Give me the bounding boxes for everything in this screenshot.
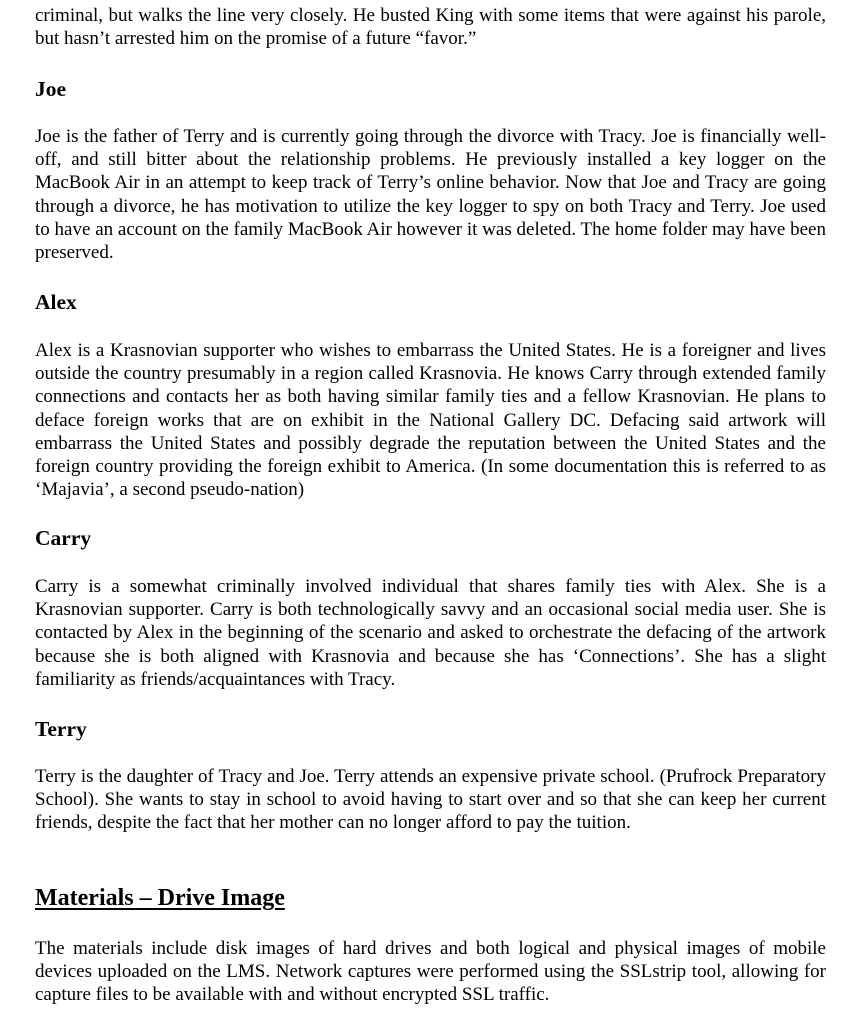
terry-heading: Terry — [35, 717, 87, 741]
terry-paragraph: Terry is the daughter of Tracy and Joe. Terry attends an expensive private school. (Prufrock Preparatory School). She wants to stay in school to avoid having to start over and so that she can keep her current friends, despite the fact that her mother can no longer afford to pay the tuition. — [35, 766, 826, 834]
alex-heading: Alex — [35, 290, 77, 314]
carry-heading: Carry — [35, 526, 92, 550]
alex-paragraph: Alex is a Krasnovian supporter who wishes to embarrass the United States. He is a foreigner and lives outside the country presumably in a region called Krasnovia. He knows Carry through extended family connections and contacts her as both having similar family ties and a fellow Krasnovian. He plans to deface foreign works that are on exhibit in the National Gallery DC. Defacing said artwork will embarrass the United States and possibly degrade the reputation between the United States and the foreign country providing the foreign exhibit to America. (In some documentation this is referred to as ‘Majavia’, a second pseudo-nation) — [35, 340, 826, 501]
intro-continuation-paragraph: criminal, but walks the line very closely. He busted King with some items that were against his parole, but hasn’t arrested him on the promise of a future “favor.” — [35, 5, 826, 50]
materials-section-heading: Materials – Drive Image — [35, 885, 285, 911]
joe-paragraph: Joe is the father of Terry and is currently going through the divorce with Tracy. Joe is financially well-off, and still bitter about the relationship problems. He previously installed a key logger on the MacBook Air in an attempt to keep track of Terry’s online behavior. Now that Joe and Tracy are going through a divorce, he has motivation to utilize the key logger to spy on both Tracy and Terry. Joe used to have an account on the family MacBook Air however it was deleted. The home folder may have been preserved. — [35, 126, 826, 264]
joe-heading: Joe — [35, 77, 67, 101]
materials-paragraph: The materials include disk images of hard drives and both logical and physical images of mobile devices uploaded on the LMS. Network captures were performed using the SSLstrip tool, allowing for capture files to be available with and without encrypted SSL traffic. — [35, 938, 826, 1006]
carry-paragraph: Carry is a somewhat criminally involved individual that shares family ties with Alex. She is a Krasnovian supporter. Carry is both technologically savvy and an occasional social media user. She is contacted by Alex in the beginning of the scenario and asked to orchestrate the defacing of the artwork because she is both aligned with Krasnovia and because she has ‘Connections’. She has a slight familiarity as friends/acquaintances with Tracy. — [35, 576, 826, 690]
